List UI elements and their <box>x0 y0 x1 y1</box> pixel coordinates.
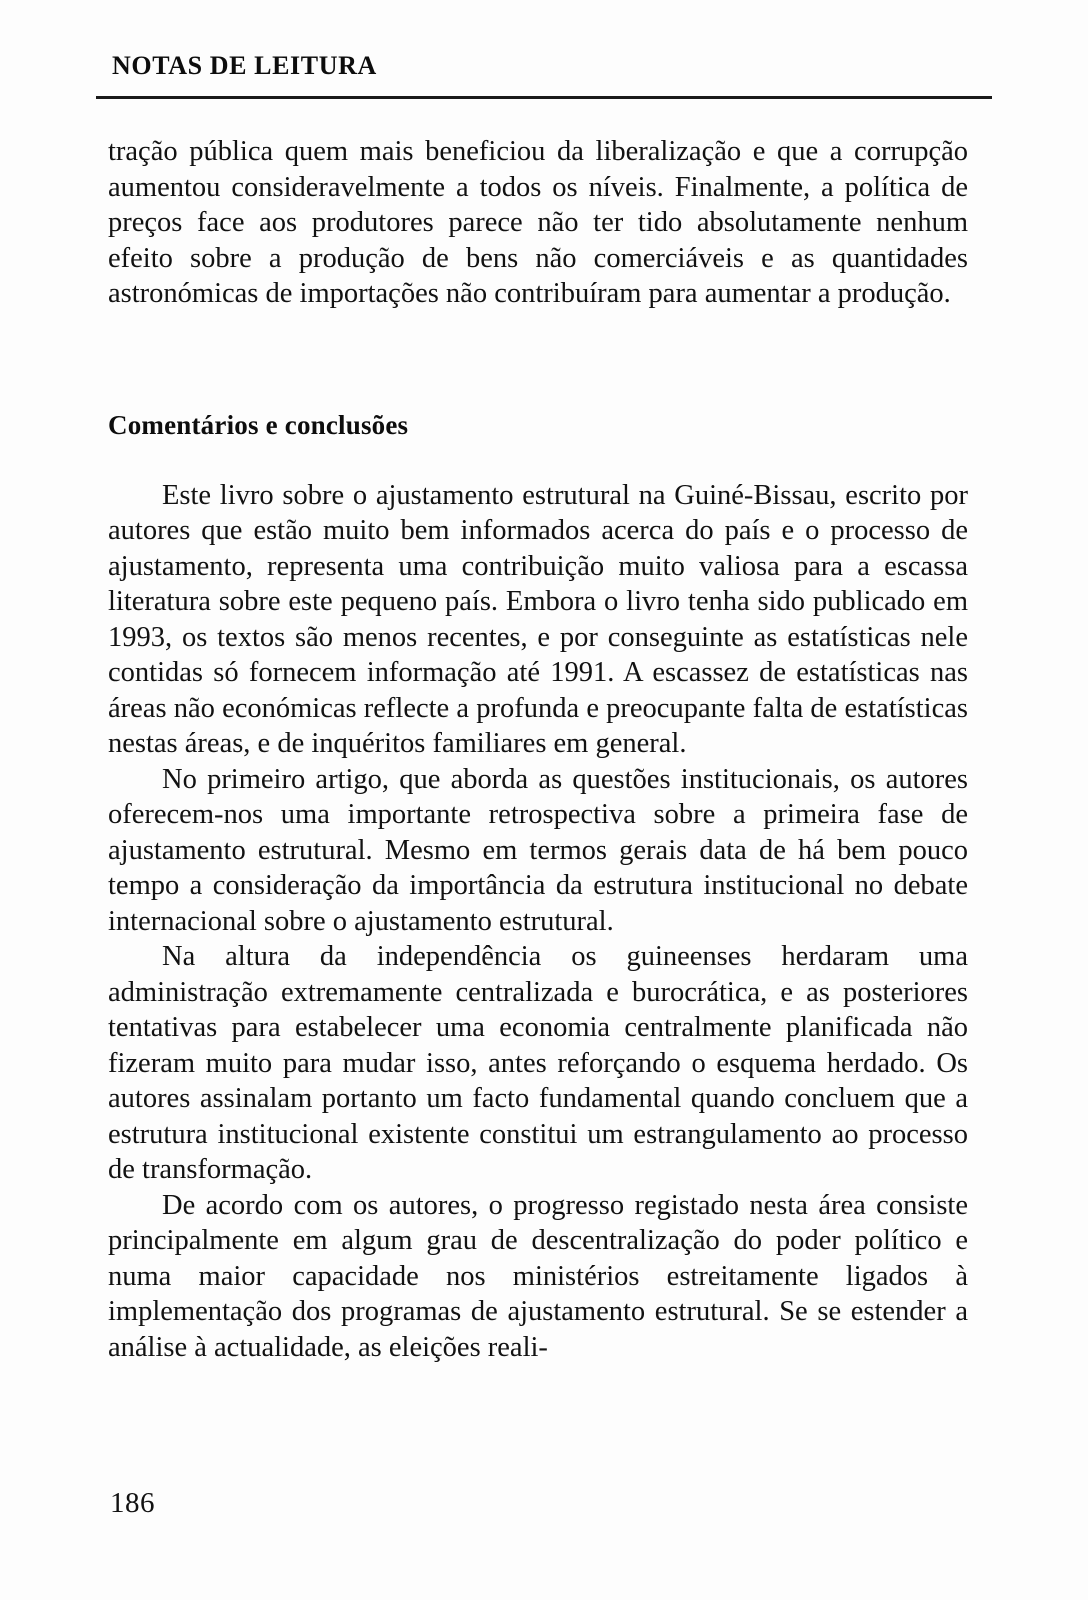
paragraph-3: Na altura da independência os guineenses herdaram uma administração extremamente centralizada e burocrática, e as posteriores tentativas para estabelecer uma economia centralmente planificada não fizeram muito para mudar isso, antes reforçando o esquema herdado. Os autores assinalam portanto um facto fundamental quando concluem que a estrutura institucional existente constitui um estrangulamento ao processo de transformação. <box>108 941 968 1185</box>
section-heading: Comentários e conclusões <box>108 409 409 440</box>
spacer-before-heading <box>108 312 968 408</box>
paragraph-1: Este livro sobre o ajustamento estrutural na Guiné-Bissau, escrito por autores que estão muito bem informados acerca do país e o processo de ajustamento, representa uma contribuição muito valiosa para a escassa literatura sobre este pequeno país. Embora o livro tenha sido publicado em 1993, os textos são menos recentes, e por conseguinte as estatísticas nele contidas só fornecem informação até 1991. A escassez de estatísticas nas áreas não económicas reflecte a profunda e preocupante falta de estatísticas nestas áreas, e de inquéritos familiares em general. <box>108 479 968 759</box>
paragraph-2: No primeiro artigo, que aborda as questões institucionais, os autores oferecem-nos uma importante retrospectiva sobre a primeira fase de ajustamento estrutural. Mesmo em termos gerais data de há bem pouco tempo a consideração da importância da estrutura institucional no debate internacional sobre o ajustamento estrutural. <box>108 763 968 937</box>
paragraph-4: De acordo com os autores, o progresso registado nesta área consiste principalmente em algum grau de descentralização do poder político e numa maior capacidade nos ministérios estreitamente ligados à implementação dos programas de ajustamento estrutural. Se se estender a análise à actualidade, as eleições reali- <box>108 1189 968 1363</box>
paragraph-continued: tração pública quem mais beneficiou da liberalização e que a corrupção aumentou consideravelmente a todos os níveis. Finalmente, a política de preços face aos produtores parece não ter tido absolutamente nenhum efeito sobre a produção de bens não comerciáveis e as quantidades astronómicas de importações não contribuíram para aumentar a produção. <box>108 136 968 309</box>
body-text-block <box>108 134 968 1365</box>
header-rule <box>96 96 992 99</box>
spacer-after-heading <box>108 442 968 478</box>
running-head <box>112 52 992 81</box>
running-head-title: NOTAS DE LEITURA <box>112 51 377 80</box>
page-number: 186 <box>110 1487 155 1519</box>
